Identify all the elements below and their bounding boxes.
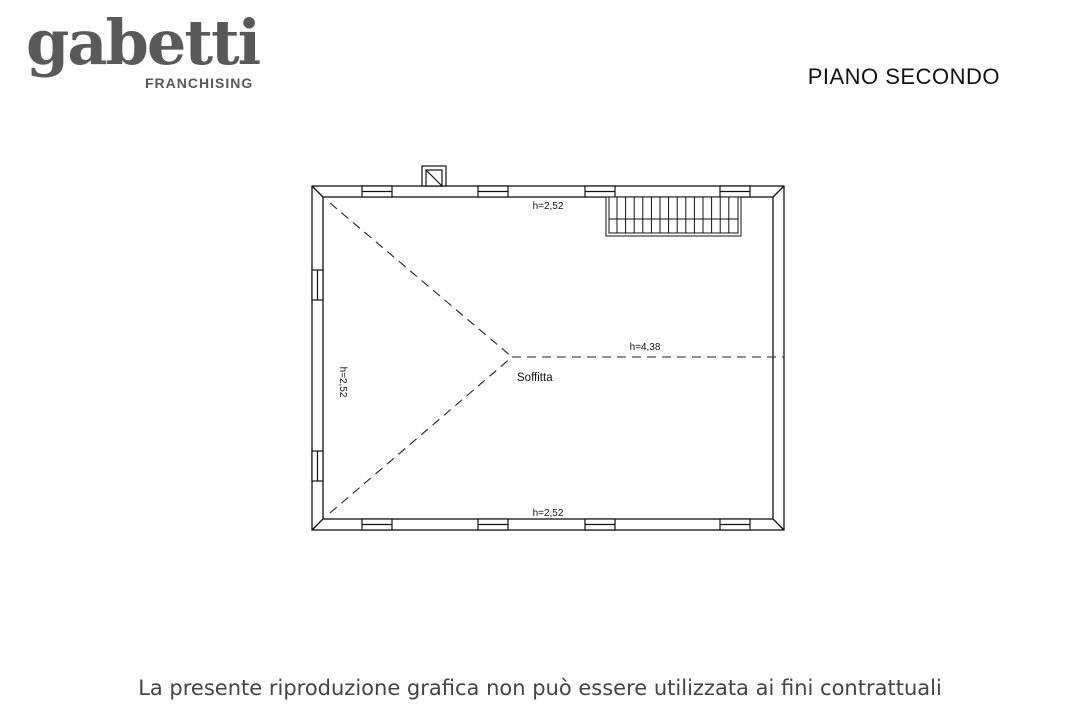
floor-title: PIANO SECONDO — [807, 64, 1000, 89]
left-windows — [312, 270, 323, 481]
inner-wall — [323, 197, 773, 519]
top-windows — [362, 186, 750, 197]
height-label-ridge: h=4,38 — [629, 342, 661, 353]
staircase — [606, 197, 741, 236]
height-label-left: h=2,52 — [337, 366, 348, 398]
outer-wall — [312, 186, 784, 530]
height-label-top: h=2,52 — [532, 201, 564, 212]
height-label-bottom: h=2,52 — [532, 508, 564, 519]
logo-wordmark: gabetti — [26, 6, 260, 79]
roof-ridges — [330, 203, 784, 513]
logo-subtitle: FRANCHISING — [145, 75, 254, 91]
chimney — [422, 166, 446, 186]
room-label: Soffitta — [517, 372, 553, 384]
bottom-windows — [362, 519, 750, 530]
disclaimer: La presente riproduzione grafica non può essere utilizzata ai fini contrattuali — [138, 676, 942, 700]
